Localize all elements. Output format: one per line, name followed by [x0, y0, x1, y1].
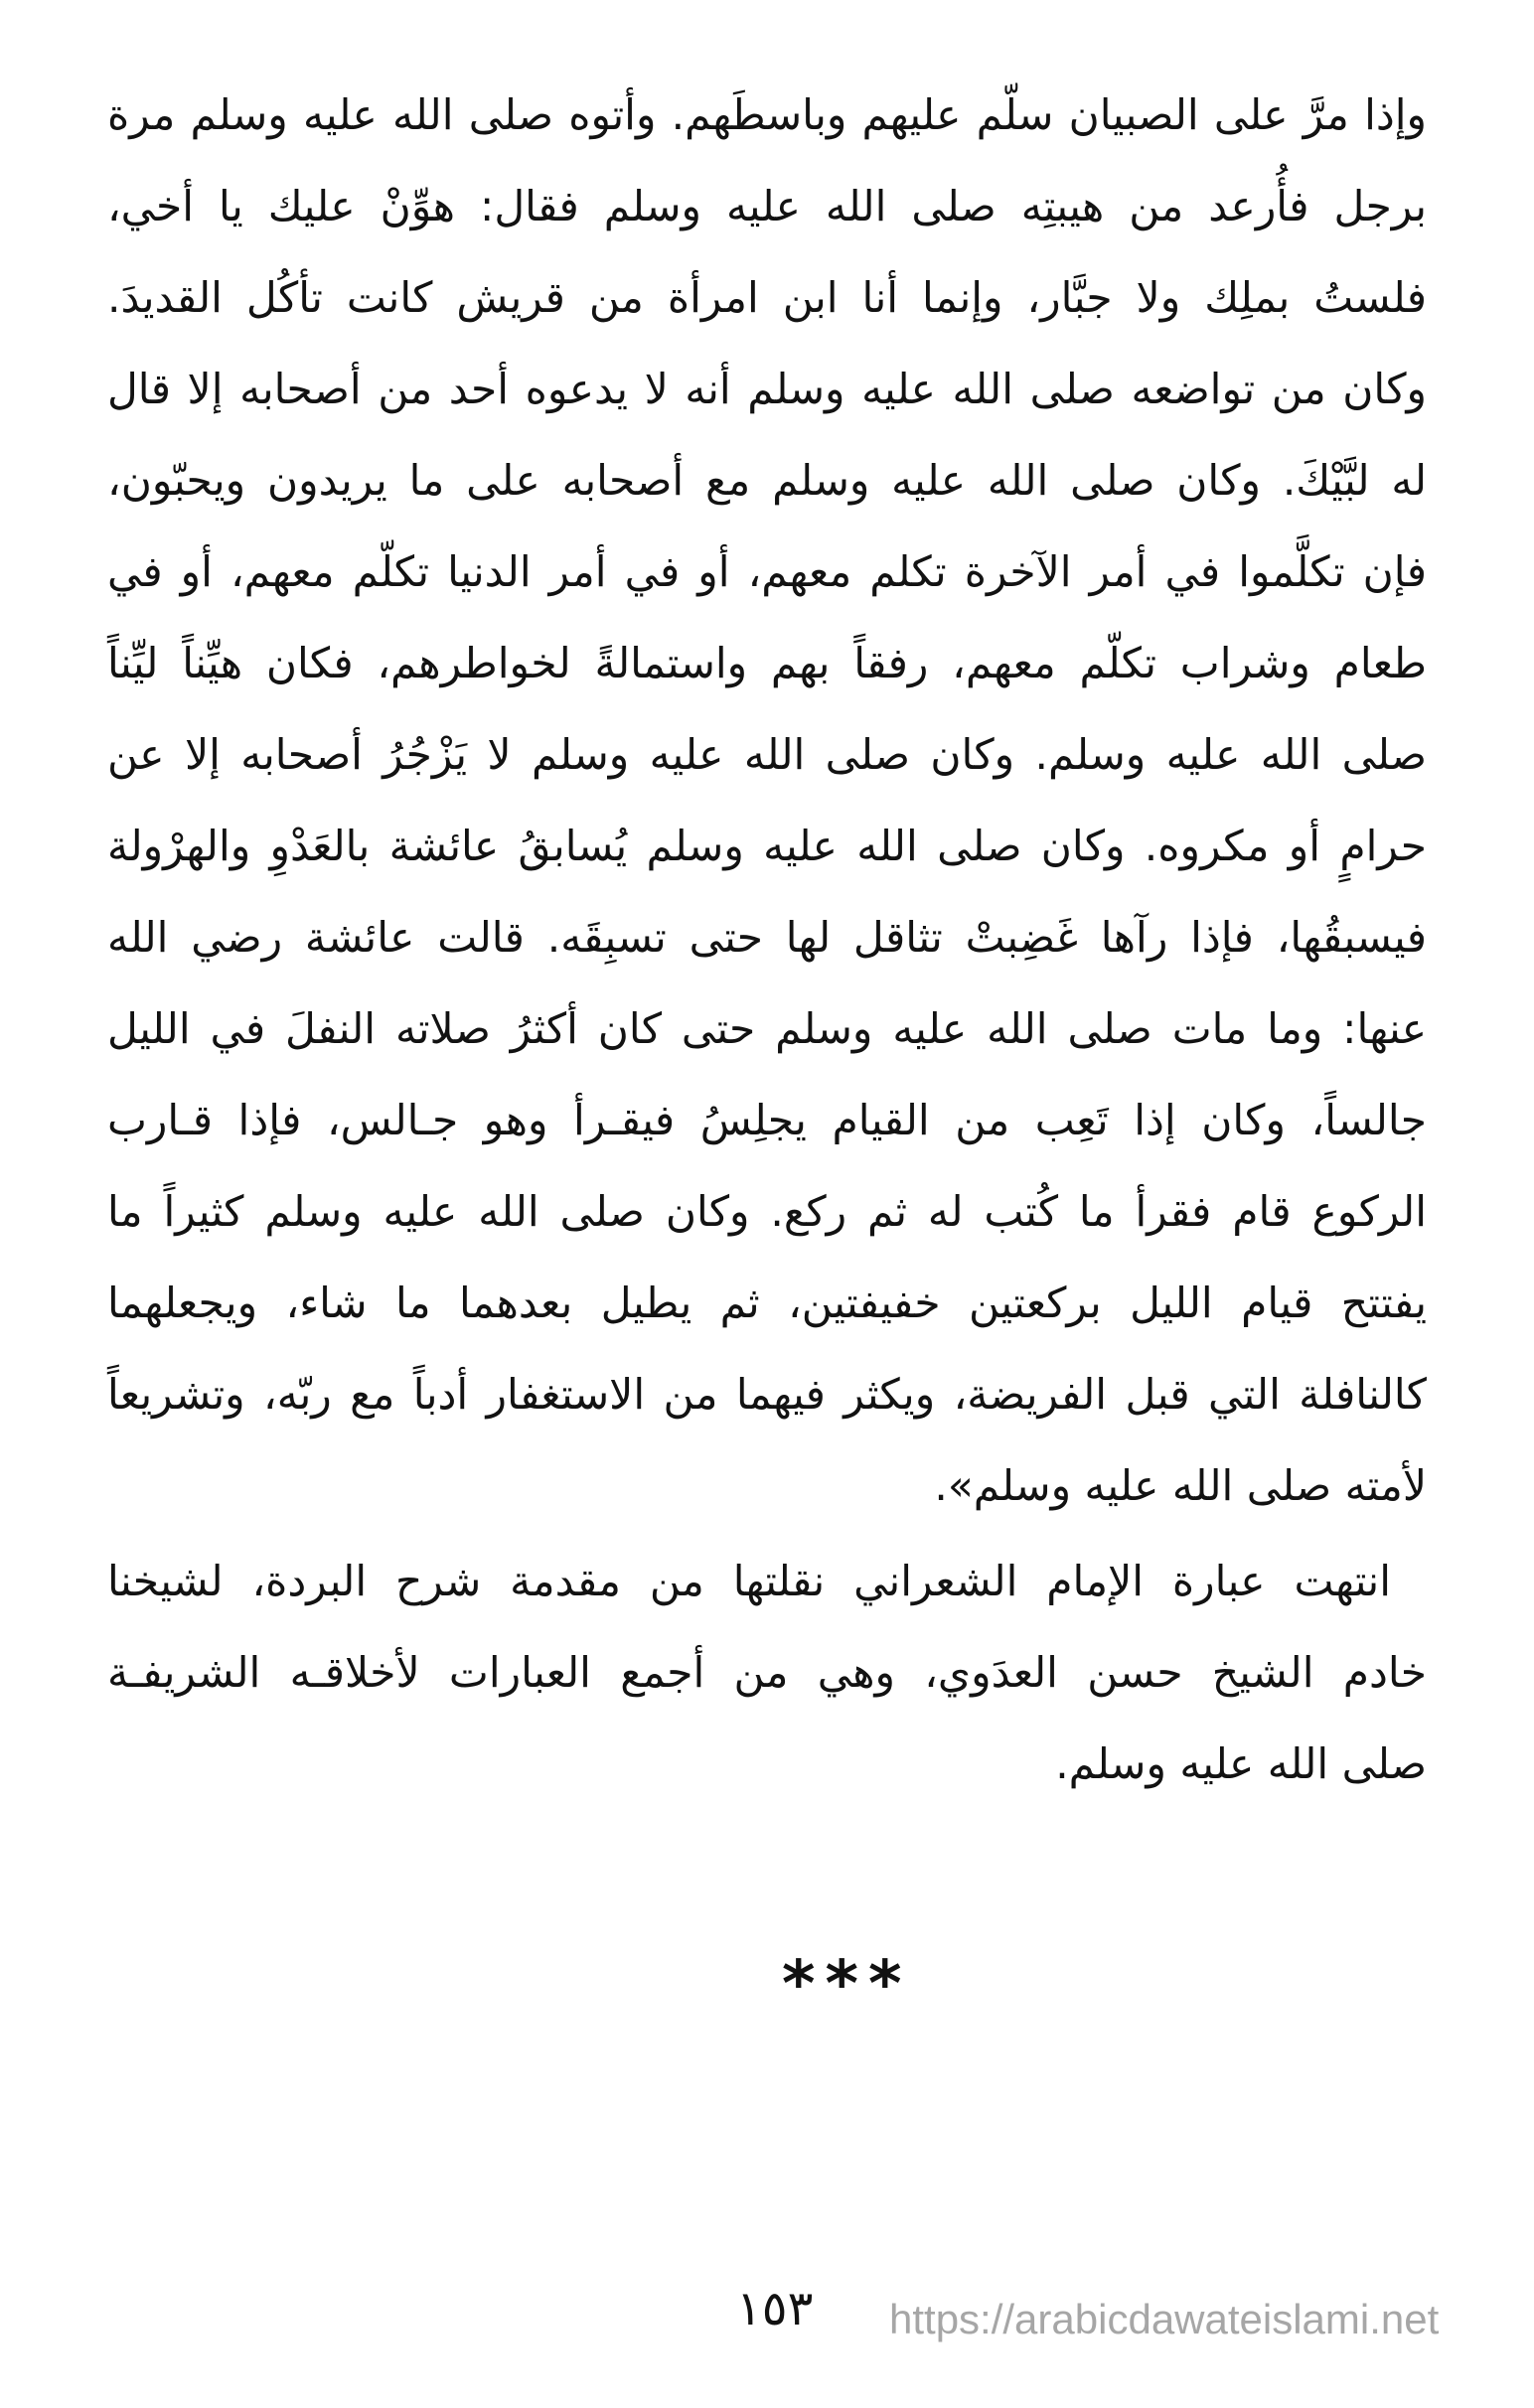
paragraph [107, 1536, 1427, 1810]
text-line-text: طعام وشراب تكلّم معهم، رفقاً بهم واستمالةً لخواطرهم، فكان هيِّناً ليِّناً [107, 639, 1427, 687]
text-line [107, 1166, 1427, 1258]
text-line-text: فلستُ بملِك ولا جبَّار، وإنما أنا ابن امرأة من قريش كانت تأكُل القديدَ. [107, 273, 1427, 322]
text-line-text: صلى الله عليه وسلم. وكان صلى الله عليه وسلم لا يَزْجُرُ أصحابه إلا عن [107, 730, 1427, 779]
text-line-text: لأمته صلى الله عليه وسلم». [934, 1461, 1427, 1510]
text-line-text: الركوع قام فقرأ ما كُتب له ثم ركع. وكان صلى الله عليه وسلم كثيراً ما [107, 1187, 1427, 1236]
text-line-text: برجل فأُرعد من هيبتِه صلى الله عليه وسلم فقال: هوِّنْ عليك يا أخي، [107, 182, 1427, 230]
text-line-text: فيسبقُها، فإذا رآها غَضِبتْ تثاقل لها حتى تسبِقَه. قالت عائشة رضي الله [107, 913, 1427, 962]
text-line-text: يفتتح قيام الليل بركعتين خفيفتين، ثم يطيل بعدهما ما شاء، ويجعلهما [107, 1279, 1427, 1327]
text-line [107, 801, 1427, 892]
paragraph [107, 70, 1427, 1532]
text-line [107, 344, 1427, 435]
text-line-text: صلى الله عليه وسلم. [1055, 1739, 1427, 1788]
text-line [107, 1627, 1427, 1719]
text-line [107, 1536, 1427, 1627]
section-separator: *** [782, 1948, 912, 2022]
text-line [107, 161, 1427, 252]
text-line [107, 983, 1427, 1075]
text-line-text: فإن تكلَّموا في أمر الآخرة تكلم معهم، أو في أمر الدنيا تكلّم معهم، أو في [107, 547, 1427, 596]
text-line-text: عنها: وما مات صلى الله عليه وسلم حتى كان أكثرُ صلاته النفلَ في الليل [107, 1004, 1427, 1053]
text-line-text: وكان من تواضعه صلى الله عليه وسلم أنه لا يدعوه أحد من أصحابه إلا قال [107, 365, 1427, 413]
text-line [107, 70, 1427, 161]
text-line-text: انتهت عبارة الإمام الشعراني نقلتها من مقدمة شرح البردة، لشيخنا [107, 1557, 1391, 1605]
text-line [107, 527, 1427, 618]
text-line-text: وإذا مرَّ على الصبيان سلّم عليهم وباسطَهم. وأتوه صلى الله عليه وسلم مرة [107, 90, 1427, 139]
text-line-text: حرامٍ أو مكروه. وكان صلى الله عليه وسلم يُسابقُ عائشة بالعَدْوِ والهرْولة [107, 822, 1427, 870]
text-line [107, 709, 1427, 801]
text-line-text: جالساً، وكان إذا تَعِب من القيام يجلِسُ فيقـرأ وهو جـالس، فإذا قـارب [107, 1096, 1427, 1144]
text-line-text: كالنافلة التي قبل الفريضة، ويكثر فيهما من الاستغفار أدباً مع ربّه، وتشريعاً [107, 1370, 1427, 1419]
text-line-text: خادم الشيخ حسن العدَوي، وهي من أجمع العبارات لأخلاقـه الشريفـة [107, 1648, 1427, 1697]
text-line [107, 1349, 1427, 1440]
page-number: ١٥٣ [736, 2281, 814, 2336]
text-line [107, 892, 1427, 983]
watermark-url: https://arabicdawateislami.net [889, 2296, 1440, 2342]
text-line [107, 252, 1427, 344]
text-line [107, 1440, 1427, 1532]
text-line [107, 1719, 1427, 1810]
text-line-text: له لبَّيْكَ. وكان صلى الله عليه وسلم مع أصحابه على ما يريدون ويحبّون، [107, 456, 1427, 505]
text-line [107, 1258, 1427, 1349]
text-line [107, 1075, 1427, 1166]
text-line [107, 435, 1427, 527]
text-line [107, 618, 1427, 709]
